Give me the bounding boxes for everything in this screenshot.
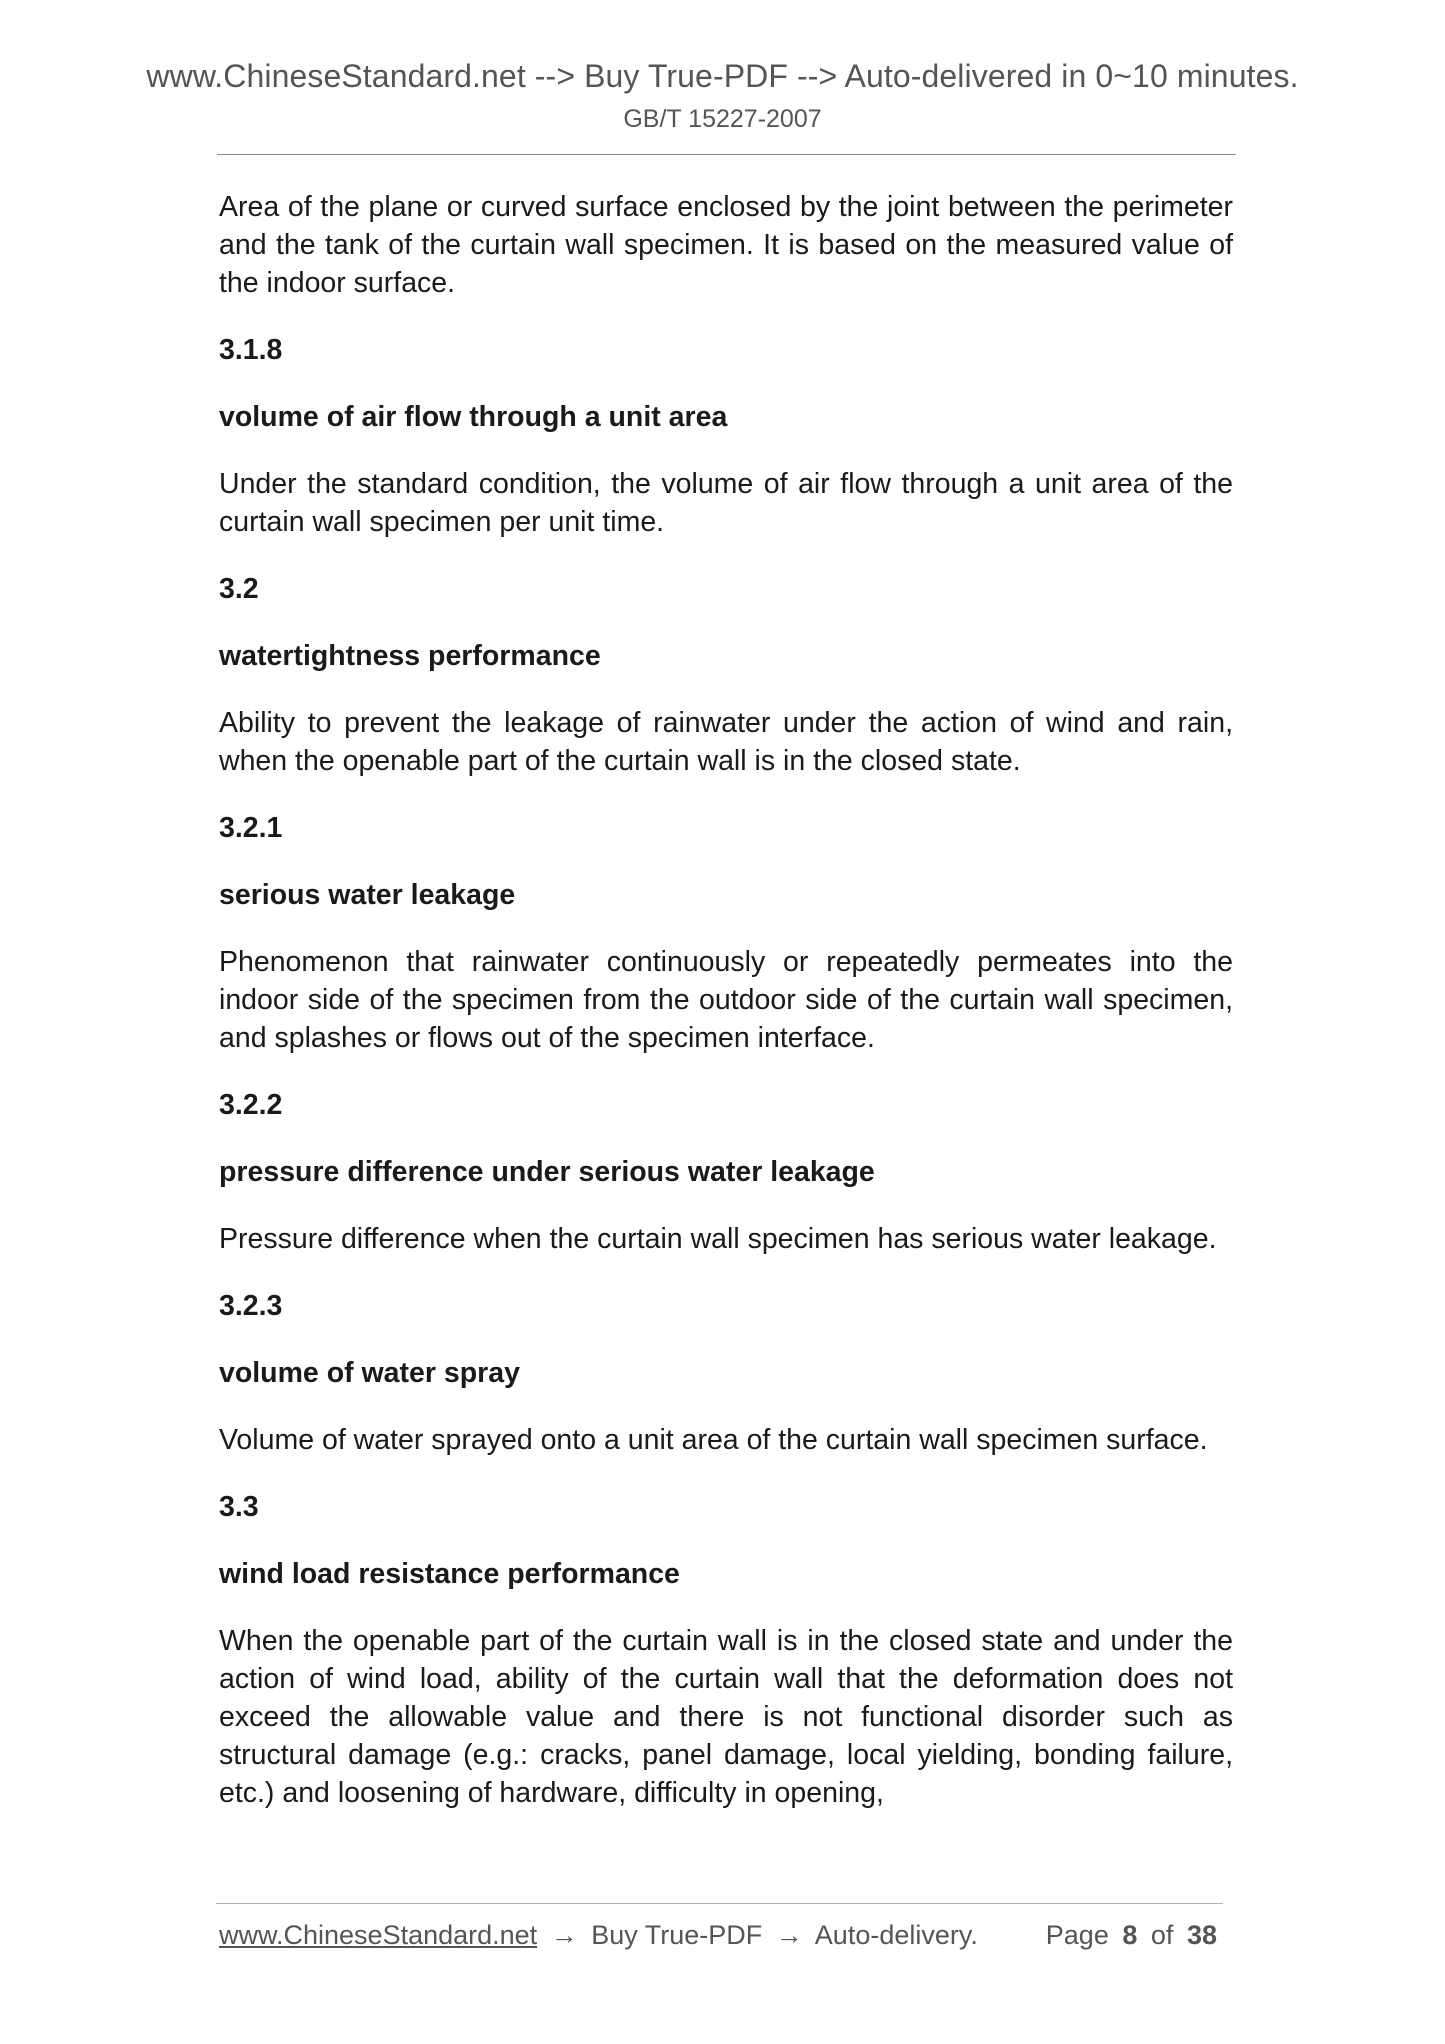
term-title: volume of air flow through a unit area xyxy=(219,401,728,433)
page-indicator xyxy=(1046,1920,1223,1951)
clause-number: 3.2.2 xyxy=(219,1089,283,1121)
standard-number: GB/T 15227-2007 xyxy=(623,105,822,133)
page-of-label: of xyxy=(1150,1920,1174,1950)
page-label: Page xyxy=(1045,1920,1109,1950)
header-divider xyxy=(217,154,1236,155)
footer-site-link[interactable]: www.ChineseStandard.net xyxy=(219,1920,538,1950)
clause-number: 3.3 xyxy=(219,1491,259,1523)
page-total: 38 xyxy=(1186,1920,1217,1950)
clause-number: 3.2.3 xyxy=(219,1290,283,1322)
clause-number: 3.2 xyxy=(219,573,259,605)
arrow-right-icon: → xyxy=(775,1920,803,1950)
page-current: 8 xyxy=(1122,1920,1138,1950)
term-title: watertightness performance xyxy=(219,640,601,672)
site-banner[interactable]: www.ChineseStandard.net --> Buy True-PDF --> Auto-delivered in 0~10 minutes. xyxy=(146,58,1299,94)
footer-delivery-text: Auto-delivery. xyxy=(814,1920,978,1950)
document-body xyxy=(219,188,1233,1841)
paragraph: Under the standard condition, the volume of air flow through a unit area of the curtain wall specimen per unit time. xyxy=(219,468,1233,538)
paragraph: Volume of water sprayed onto a unit area of the curtain wall specimen surface. xyxy=(219,1424,1208,1456)
paragraph: Pressure difference when the curtain wall specimen has serious water leakage. xyxy=(219,1223,1217,1255)
paragraph: When the openable part of the curtain wall is in the closed state and under the action of wind load, ability of the curtain wall that the deformation does not exceed the allowable value and there is not functional disorder such as structural damage (e.g.: cracks, panel damage, local yielding, bonding failure, etc.) and loosening of hardware, difficulty in opening, xyxy=(219,1625,1233,1809)
clause-number: 3.2.1 xyxy=(219,812,283,844)
paragraph: Phenomenon that rainwater continuously or repeatedly permeates into the indoor side of the specimen from the outdoor side of the curtain wall specimen, and splashes or flows out of the specimen interface. xyxy=(219,946,1233,1054)
term-title: volume of water spray xyxy=(219,1357,520,1389)
term-title: pressure difference under serious water leakage xyxy=(219,1156,875,1188)
clause-number: 3.1.8 xyxy=(219,334,283,366)
footer-divider xyxy=(216,1903,1223,1904)
paragraph: Ability to prevent the leakage of rainwater under the action of wind and rain, when the openable part of the curtain wall is in the closed state. xyxy=(219,707,1233,777)
term-title: wind load resistance performance xyxy=(219,1558,680,1590)
page-footer xyxy=(219,1920,1223,1951)
term-title: serious water leakage xyxy=(219,879,516,911)
footer-buy-text: Buy True-PDF xyxy=(591,1920,763,1950)
arrow-right-icon: → xyxy=(550,1920,578,1950)
paragraph: Area of the plane or curved surface enclosed by the joint between the perimeter and the tank of the curtain wall specimen. It is based on the measured value of the indoor surface. xyxy=(219,191,1233,299)
